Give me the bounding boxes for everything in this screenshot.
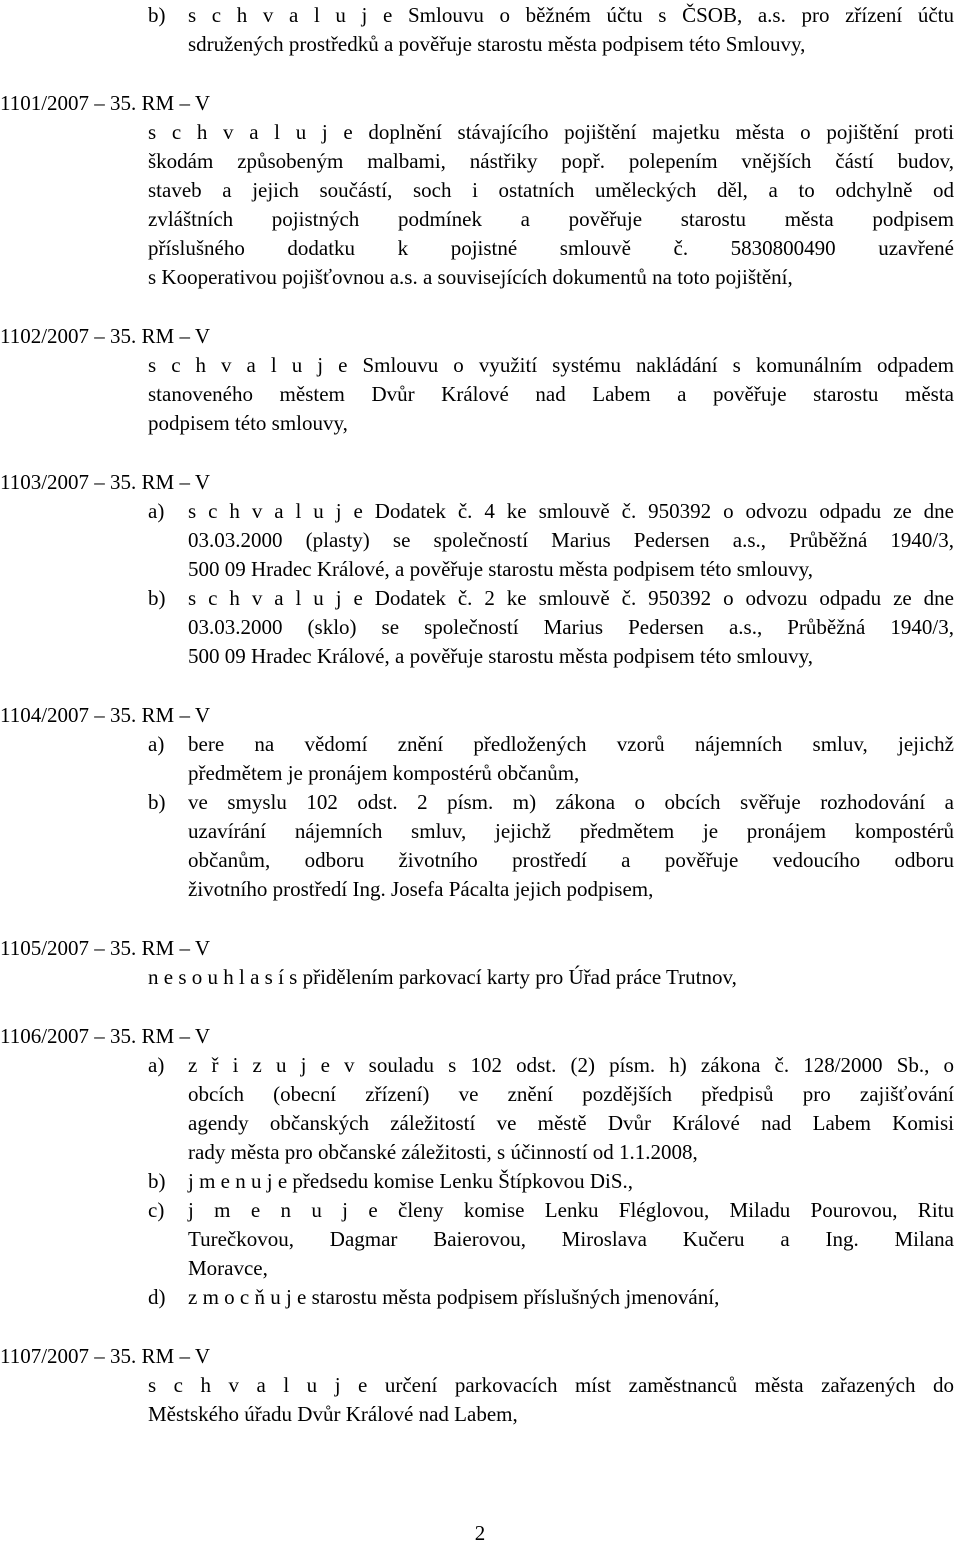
resolution-1106-c-label: c) (148, 1198, 165, 1222)
prev-item-b-line-1: s c h v a l u j e Smlouvu o běžném účtu s ČSOB, a.s. pro zřízení účtu (188, 3, 954, 27)
resolution-1101-line-1: s c h v a l u j e doplnění stávajícího pojištění majetku města o pojištění proti (148, 120, 954, 144)
prev-item-b-label: b) (148, 3, 166, 27)
resolution-1107-header: 1107/2007 – 35. RM – V (0, 1344, 211, 1368)
resolution-1105-header: 1105/2007 – 35. RM – V (0, 936, 211, 960)
resolution-1104-b-line-4: životního prostředí Ing. Josefa Pácalta jejich podpisem, (188, 877, 654, 901)
resolution-1103-b-line-1: s c h v a l u j e Dodatek č. 2 ke smlouvě č. 950392 o odvozu odpadu ze dne (188, 586, 954, 610)
resolution-1106-c-line-1: j m e n u j e členy komise Lenku Fléglovou, Miladu Pourovou, Ritu (188, 1198, 954, 1222)
resolution-1106-a-line-1: z ř i z u j e v souladu s 102 odst. (2) písm. h) zákona č. 128/2000 Sb., o (188, 1053, 954, 1077)
resolution-1104-b-line-1: ve smyslu 102 odst. 2 písm. m) zákona o obcích svěřuje rozhodování a (188, 790, 954, 814)
resolution-1106-a-line-3: agendy občanských záležitostí ve městě Dvůr Králové nad Labem Komisi (188, 1111, 954, 1135)
resolution-1101-line-4: zvláštních pojistných podmínek a pověřuje starostu města podpisem (148, 207, 954, 231)
resolution-1106-a-line-4: rady města pro občanské záležitosti, s účinností od 1.1.2008, (188, 1140, 698, 1164)
resolution-1101-line-3: staveb a jejich součástí, soch i ostatních uměleckých děl, a to odchylně od (148, 178, 954, 202)
resolution-1104-b-label: b) (148, 790, 166, 814)
resolution-1101-line-6: s Kooperativou pojišťovnou a.s. a souvisejících dokumentů na toto pojištění, (148, 265, 793, 289)
resolution-1105-line-1: n e s o u h l a s í s přidělením parkovací karty pro Úřad práce Trutnov, (148, 965, 737, 989)
resolution-1103-a-line-3: 500 09 Hradec Králové, a pověřuje starostu města podpisem této smlouvy, (188, 557, 813, 581)
page-number: 2 (474, 1521, 486, 1545)
resolution-1103-b-line-2: 03.03.2000 (sklo) se společností Marius Pedersen a.s., Průběžná 1940/3, (188, 615, 954, 639)
resolution-1101-line-2: škodám způsobeným malbami, nástřiky popř. polepením vnějších částí budov, (148, 149, 954, 173)
resolution-1102-header: 1102/2007 – 35. RM – V (0, 324, 211, 348)
resolution-1106-a-line-2: obcích (obecní zřízení) ve znění pozdějších předpisů pro zajišťování (188, 1082, 954, 1106)
resolution-1103-a-label: a) (148, 499, 165, 523)
resolution-1101-line-5: příslušného dodatku k pojistné smlouvě č. 5830800490 uzavřené (148, 236, 954, 260)
resolution-1106-c-line-3: Moravce, (188, 1256, 268, 1280)
resolution-1106-a-label: a) (148, 1053, 165, 1077)
resolution-1107-line-2: Městského úřadu Dvůr Králové nad Labem, (148, 1402, 518, 1426)
resolution-1104-a-label: a) (148, 732, 165, 756)
resolution-1104-b-line-2: uzavírání nájemních smluv, jejichž předmětem je pronájem kompostérů (188, 819, 954, 843)
resolution-1101-header: 1101/2007 – 35. RM – V (0, 91, 211, 115)
resolution-1102-line-2: stanoveného městem Dvůr Králové nad Labem a pověřuje starostu města (148, 382, 954, 406)
resolution-1106-c-line-2: Turečkovou, Dagmar Baierovou, Miroslava Kučeru a Ing. Milana (188, 1227, 954, 1251)
resolution-1106-d-label: d) (148, 1285, 166, 1309)
resolution-1103-a-line-1: s c h v a l u j e Dodatek č. 4 ke smlouvě č. 950392 o odvozu odpadu ze dne (188, 499, 954, 523)
prev-item-b-line-2: sdružených prostředků a pověřuje starostu města podpisem této Smlouvy, (188, 32, 806, 56)
resolution-1107-line-1: s c h v a l u j e určení parkovacích míst zaměstnanců města zařazených do (148, 1373, 954, 1397)
resolution-1104-a-line-2: předmětem je pronájem kompostérů občanům, (188, 761, 580, 785)
resolution-1103-b-line-3: 500 09 Hradec Králové, a pověřuje starostu města podpisem této smlouvy, (188, 644, 813, 668)
resolution-1104-header: 1104/2007 – 35. RM – V (0, 703, 211, 727)
resolution-1106-b-line-1: j m e n u j e předsedu komise Lenku Štípkovou DiS., (188, 1169, 634, 1193)
resolution-1102-line-3: podpisem této smlouvy, (148, 411, 348, 435)
resolution-1106-b-label: b) (148, 1169, 166, 1193)
resolution-1104-b-line-3: občanům, odboru životního prostředí a pověřuje vedoucího odboru (188, 848, 954, 872)
resolution-1103-a-line-2: 03.03.2000 (plasty) se společností Marius Pedersen a.s., Průběžná 1940/3, (188, 528, 954, 552)
resolution-1102-line-1: s c h v a l u j e Smlouvu o využití systému nakládání s komunálním odpadem (148, 353, 954, 377)
resolution-1104-a-line-1: bere na vědomí znění předložených vzorů nájemních smluv, jejichž (188, 732, 954, 756)
resolution-1103-header: 1103/2007 – 35. RM – V (0, 470, 211, 494)
resolution-1103-b-label: b) (148, 586, 166, 610)
resolution-1106-header: 1106/2007 – 35. RM – V (0, 1024, 211, 1048)
resolution-1106-d-line-1: z m o c ň u j e starostu města podpisem příslušných jmenování, (188, 1285, 720, 1309)
